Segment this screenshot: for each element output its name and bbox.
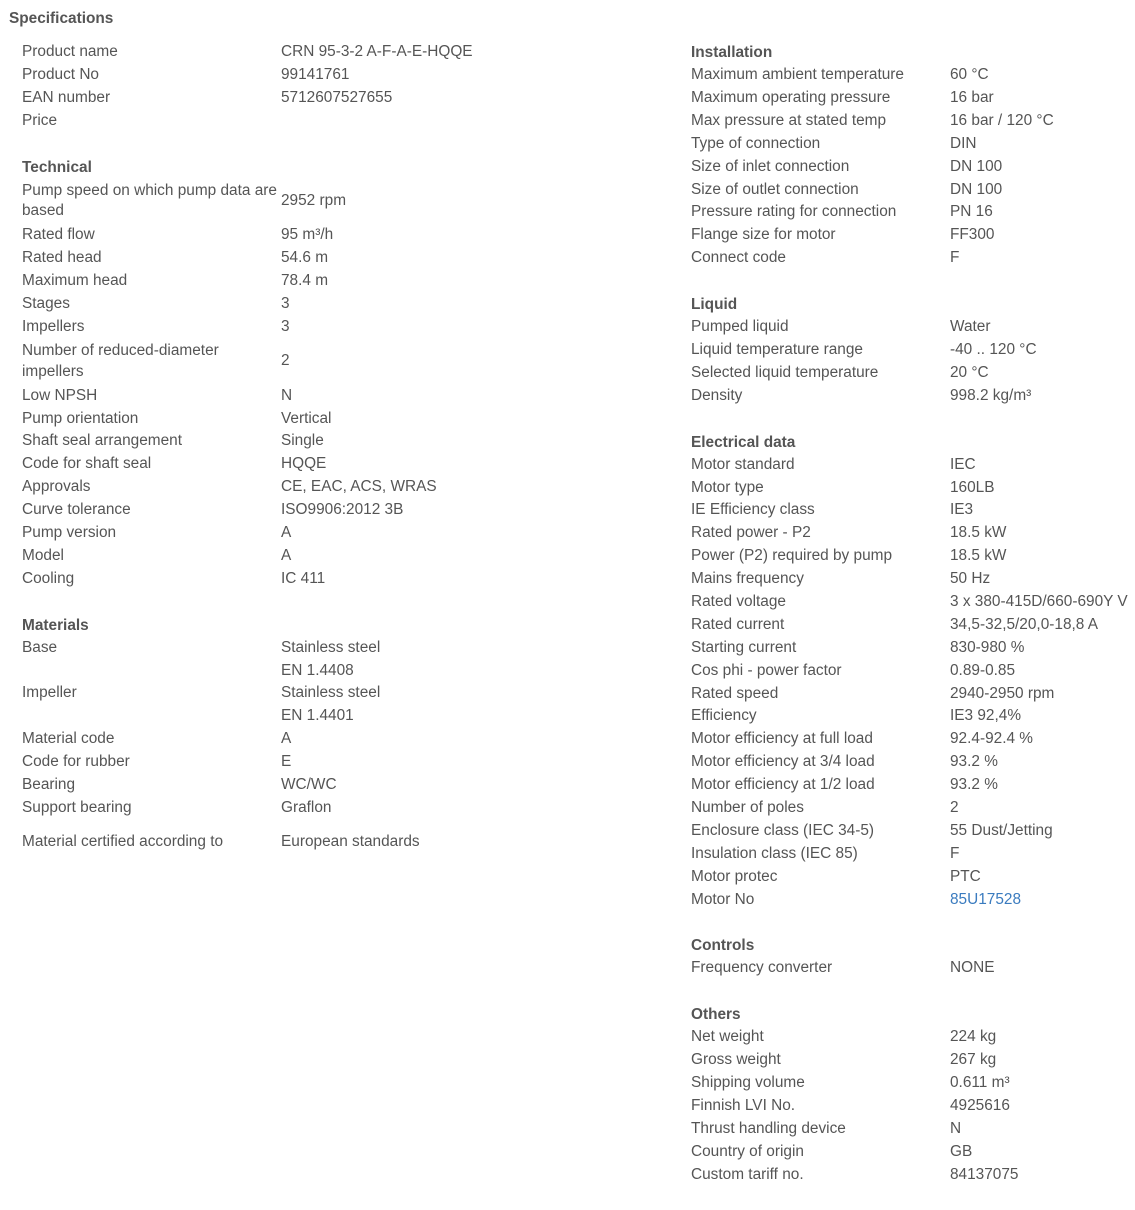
spec-label: Enclosure class (IEC 34-5) [691, 821, 875, 839]
spec-row [691, 476, 1135, 499]
spec-row [22, 339, 642, 385]
spec-row [22, 408, 642, 431]
spec-row [22, 41, 642, 64]
spec-label: EAN number [22, 88, 111, 106]
spec-row [22, 820, 642, 866]
spec-label: Product No [22, 65, 99, 83]
spec-label: Motor standard [691, 455, 795, 473]
spec-value: 224 kg [950, 1028, 997, 1046]
spec-label: IE Efficiency class [691, 501, 815, 519]
spec-label: Motor efficiency at 1/2 load [691, 776, 875, 794]
spec-label: Motor type [691, 478, 764, 496]
spec-row [691, 224, 1135, 247]
section-liquid [691, 293, 1135, 408]
spec-label: Bearing [22, 776, 76, 794]
spec-row [691, 889, 1135, 912]
spec-row [22, 293, 642, 316]
spec-label: Country of origin [691, 1142, 804, 1160]
spec-value: N [950, 1119, 962, 1137]
spec-value: 2 [950, 798, 959, 816]
spec-value: NONE [950, 959, 995, 977]
spec-label: Maximum operating pressure [691, 88, 891, 106]
section-title: Controls [691, 937, 755, 955]
spec-row [691, 1049, 1135, 1072]
spec-row [22, 453, 642, 476]
spec-value: 93.2 % [950, 776, 998, 794]
spec-label: Shaft seal arrangement [22, 432, 182, 450]
section-general [22, 41, 642, 133]
spec-value-line: Stainless steel [281, 684, 381, 702]
spec-value: A [281, 730, 292, 748]
spec-row [691, 316, 1135, 339]
spec-row [691, 499, 1135, 522]
spec-label: Thrust handling device [691, 1119, 846, 1137]
section-electrical-data [691, 431, 1135, 912]
spec-row [22, 682, 642, 728]
spec-row [691, 1164, 1135, 1187]
spec-row [691, 522, 1135, 545]
spec-value: Single [281, 432, 324, 450]
spec-label: Base [22, 638, 58, 656]
spec-value: 99141761 [281, 65, 350, 83]
spec-label: Max pressure at stated temp [691, 111, 887, 129]
section-materials [22, 614, 642, 866]
spec-row [691, 843, 1135, 866]
spec-value: 78.4 m [281, 272, 329, 290]
spec-label: Rated flow [22, 226, 95, 244]
spec-row [691, 64, 1135, 87]
spec-value: 0.611 m³ [950, 1074, 1010, 1092]
spec-value: 3 [281, 295, 290, 313]
spec-value: F [950, 249, 960, 267]
spec-value: 60 °C [950, 66, 989, 84]
spec-value: DN 100 [950, 157, 1003, 175]
spec-label: Selected liquid temperature [691, 363, 879, 381]
spec-row [22, 774, 642, 797]
spec-value: 160LB [950, 478, 995, 496]
spec-value: 2940-2950 rpm [950, 684, 1055, 702]
spec-row [22, 247, 642, 270]
spec-label: Number of poles [691, 798, 804, 816]
spec-label: Rated head [22, 249, 102, 267]
spec-label: Finnish LVI No. [691, 1097, 796, 1114]
spec-row [691, 362, 1135, 385]
spec-value [281, 637, 642, 683]
spec-row [22, 568, 642, 591]
spec-label: Motor protec [691, 867, 778, 885]
section-title: Electrical data [691, 433, 796, 451]
spec-value: IC 411 [281, 569, 326, 587]
spec-row [22, 797, 642, 820]
spec-label: Pump orientation [22, 409, 139, 427]
spec-label: Pumped liquid [691, 318, 789, 336]
spec-row [22, 751, 642, 774]
left-column [22, 41, 642, 889]
spec-value: 3 [281, 317, 290, 335]
spec-value: European standards [281, 833, 420, 851]
spec-label: Material certified according to [22, 833, 224, 851]
right-column [691, 41, 1135, 1210]
spec-value: 92.4-92.4 % [950, 730, 1033, 748]
spec-label: Motor efficiency at 3/4 load [691, 753, 875, 771]
spec-value: IEC [950, 455, 976, 473]
spec-row [22, 270, 642, 293]
spec-value: 2 [281, 352, 290, 370]
spec-value: 55 Dust/Jetting [950, 821, 1053, 839]
spec-value: 998.2 kg/m³ [950, 386, 1032, 404]
spec-label: Maximum head [22, 272, 128, 290]
spec-label: Mains frequency [691, 570, 804, 588]
spec-label: Rated speed [691, 684, 779, 702]
spec-label: Material code [22, 730, 115, 748]
spec-row [22, 110, 642, 133]
spec-label: Type of connection [691, 134, 821, 152]
spec-value: 3 x 380-415D/660-690Y V [950, 592, 1128, 610]
spec-label: Shipping volume [691, 1074, 805, 1092]
section-title: Liquid [691, 296, 738, 314]
spec-value: A [281, 524, 292, 541]
spec-label: Motor efficiency at full load [691, 730, 873, 748]
spec-label: Pressure rating for connection [691, 203, 897, 221]
spec-label: Maximum ambient temperature [691, 66, 904, 84]
spec-label: Low NPSH [22, 386, 98, 404]
spec-value: 16 bar / 120 °C [950, 111, 1054, 129]
spec-value: 54.6 m [281, 249, 329, 267]
spec-label: Code for rubber [22, 753, 130, 771]
spec-label: Cos phi - power factor [691, 661, 842, 679]
spec-label: Curve tolerance [22, 501, 131, 519]
spec-label: Impellers [22, 317, 85, 335]
spec-value-line: EN 1.4408 [281, 661, 354, 679]
spec-label: Connect code [691, 249, 786, 267]
spec-value: -40 .. 120 °C [950, 340, 1037, 358]
spec-value: 18.5 kW [950, 547, 1007, 565]
spec-label: Net weight [691, 1028, 764, 1046]
spec-row [691, 591, 1135, 614]
spec-label: Rated voltage [691, 592, 786, 610]
spec-row [691, 201, 1135, 224]
motor-no-link[interactable]: 85U17528 [950, 890, 1022, 908]
spec-label: Density [691, 386, 743, 404]
spec-row [691, 614, 1135, 637]
section-title: Materials [22, 616, 89, 634]
section-title: Technical [22, 158, 92, 176]
spec-label: Power (P2) required by pump [691, 547, 893, 565]
spec-row [691, 820, 1135, 843]
spec-row [22, 224, 642, 247]
spec-row [22, 522, 642, 545]
spec-label: Code for shaft seal [22, 455, 152, 473]
spec-row [691, 110, 1135, 133]
spec-row [691, 866, 1135, 889]
spec-row [22, 545, 642, 568]
spec-row [22, 476, 642, 499]
spec-label: Approvals [22, 478, 91, 496]
spec-label: Rated power - P2 [691, 524, 811, 542]
spec-row [22, 430, 642, 453]
spec-row [691, 156, 1135, 179]
spec-value: 4925616 [950, 1097, 1010, 1114]
spec-value: 0.89-0.85 [950, 661, 1016, 679]
spec-value: IE3 92,4% [950, 707, 1022, 725]
spec-value: F [950, 844, 960, 862]
spec-value: FF300 [950, 226, 995, 244]
spec-value: 84137075 [950, 1165, 1019, 1183]
spec-row [691, 660, 1135, 683]
spec-value: GB [950, 1142, 973, 1160]
spec-row [691, 1141, 1135, 1164]
spec-row [691, 728, 1135, 751]
spec-row [691, 1095, 1135, 1118]
spec-value: 50 Hz [950, 570, 991, 588]
spec-row [691, 751, 1135, 774]
spec-row [691, 1026, 1135, 1049]
spec-row [22, 64, 642, 87]
spec-row [691, 568, 1135, 591]
spec-row [22, 385, 642, 408]
spec-value: 16 bar [950, 88, 994, 106]
spec-label: Insulation class (IEC 85) [691, 844, 858, 862]
spec-value: 2952 rpm [281, 192, 347, 210]
spec-label: Starting current [691, 638, 797, 656]
spec-label: Motor No [691, 890, 755, 908]
spec-label: Pump version [22, 524, 117, 541]
spec-label: Liquid temperature range [691, 340, 863, 358]
spec-value: Water [950, 318, 991, 336]
spec-row [22, 87, 642, 110]
page-title: Specifications [9, 10, 114, 27]
spec-row [691, 339, 1135, 362]
spec-value: IE3 [950, 501, 974, 519]
spec-value: A [281, 546, 292, 564]
spec-value: PN 16 [950, 203, 993, 221]
spec-label: Size of inlet connection [691, 157, 850, 175]
spec-label: Product name [22, 43, 118, 61]
spec-row [22, 179, 642, 225]
spec-row [22, 499, 642, 522]
spec-label: Gross weight [691, 1051, 781, 1069]
spec-label: Price [22, 111, 58, 129]
spec-row [691, 705, 1135, 728]
spec-value: Graflon [281, 798, 332, 816]
section-technical [22, 156, 642, 591]
spec-value: CRN 95-3-2 A-F-A-E-HQQE [281, 43, 473, 61]
spec-row [691, 247, 1135, 270]
spec-label: Cooling [22, 569, 75, 587]
spec-label: Rated current [691, 615, 785, 633]
spec-row [691, 957, 1135, 980]
spec-row [691, 1072, 1135, 1095]
spec-value: 34,5-32,5/20,0-18,8 A [950, 615, 1099, 633]
section-installation [691, 41, 1135, 270]
spec-value: 830-980 % [950, 638, 1025, 656]
spec-value: DN 100 [950, 180, 1003, 198]
spec-value-line: Stainless steel [281, 638, 381, 656]
spec-row [691, 1118, 1135, 1141]
spec-label: Impeller [22, 684, 77, 702]
spec-value [281, 682, 642, 728]
spec-row [691, 454, 1135, 477]
section-controls [691, 934, 1135, 980]
spec-row [691, 385, 1135, 408]
spec-value: 95 m³/h [281, 226, 334, 244]
spec-label: Frequency converter [691, 959, 833, 977]
spec-row [691, 682, 1135, 705]
section-others [691, 1003, 1135, 1186]
section-title: Others [691, 1006, 741, 1024]
spec-value: CE, EAC, ACS, WRAS [281, 478, 437, 496]
spec-row [691, 797, 1135, 820]
spec-label: Size of outlet connection [691, 180, 859, 198]
spec-row [691, 637, 1135, 660]
spec-label: Efficiency [691, 707, 757, 725]
spec-value: WC/WC [281, 776, 337, 794]
spec-value: Vertical [281, 409, 332, 427]
spec-row [691, 545, 1135, 568]
spec-value: HQQE [281, 455, 327, 473]
spec-value: E [281, 753, 292, 771]
spec-value: ISO9906:2012 3B [281, 501, 404, 519]
spec-row [691, 133, 1135, 156]
spec-row [691, 178, 1135, 201]
spec-row [22, 316, 642, 339]
spec-row [22, 728, 642, 751]
spec-value: N [281, 386, 293, 404]
spec-row [22, 637, 642, 683]
spec-label: Model [22, 546, 64, 564]
spec-label: Number of reduced-diameter impellers [22, 341, 219, 380]
spec-value: DIN [950, 134, 977, 152]
spec-label: Stages [22, 295, 70, 313]
section-title: Installation [691, 44, 773, 61]
spec-value: 267 kg [950, 1051, 997, 1069]
spec-label: Support bearing [22, 798, 132, 816]
spec-row [691, 87, 1135, 110]
spec-value: 18.5 kW [950, 524, 1007, 542]
spec-label: Pump speed on which pump data are based [22, 181, 277, 220]
spec-value: 20 °C [950, 363, 989, 381]
spec-row [691, 774, 1135, 797]
spec-value: PTC [950, 867, 981, 885]
spec-label: Flange size for motor [691, 226, 836, 244]
spec-value: 93.2 % [950, 753, 998, 771]
spec-value-line: EN 1.4401 [281, 707, 354, 725]
spec-label: Custom tariff no. [691, 1165, 804, 1183]
spec-value: 5712607527655 [281, 88, 393, 106]
